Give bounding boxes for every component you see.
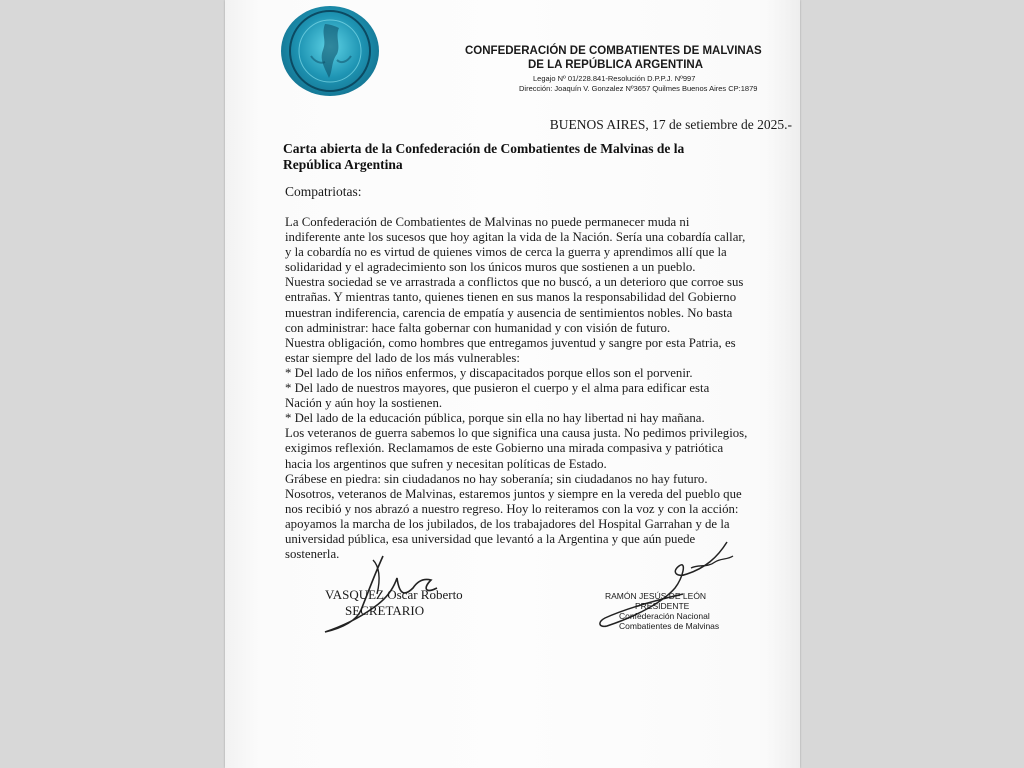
body-line: solidaridad y el agradecimiento son los únicos muros que sostienen a un pueblo. [285, 260, 696, 275]
signature-right-role: PRESIDENTE [635, 601, 690, 611]
signature-right-org1: Confederación Nacional [619, 611, 710, 621]
body-line: La Confederación de Combatientes de Malvinas no puede permanecer muda ni [285, 215, 690, 229]
body-line: Los veteranos de guerra sabemos lo que significa una causa justa. No pedimos privilegios, [285, 426, 748, 441]
body-line: muestran indiferencia, carencia de empatía y ausencia de sentimientos nobles. No basta [285, 305, 733, 320]
body-line: * Del lado de nuestros mayores, que pusieron el cuerpo y el alma para edificar esta [285, 381, 710, 396]
body-line: Nuestra obligación, como hombres que entregamos juventud y sangre por esta Patria, es [285, 335, 736, 350]
signature-left-name: VASQUEZ Oscar Roberto [325, 587, 463, 602]
body-line: nos recibió y nos abrazó a nuestro regreso. Hoy lo reiteramos con la voz y con la acción: [285, 501, 739, 516]
body-line: * Del lado de los niños enfermos, y discapacitados porque ellos son el porvenir. [285, 365, 693, 380]
org-address: Dirección: Joaquín V. Gonzalez Nº3657 Quilmes Buenos Aires CP:1879 [519, 84, 758, 93]
signature-right-org2: Combatientes de Malvinas [619, 621, 720, 631]
body-line: y la cobardía no es virtud de quienes vimos de cerca la guerra y aprendimos allí que la [285, 245, 727, 260]
title-line-1: Carta abierta de la Confederación de Combatientes de Malvinas de la [283, 141, 685, 156]
signature-right [605, 591, 719, 631]
body-line: indiferente ante los sucesos que hoy agitan la vida de la Nación. Sería una cobardía callar, [285, 230, 746, 245]
signature-left [325, 587, 463, 619]
body-line: Nosotros, veteranos de Malvinas, estaremos juntos y siempre en la vereda del pueblo que [285, 486, 742, 501]
letter-page [225, 0, 800, 768]
signature-right-name: RAMÓN JESÚS DE LEÓN [605, 591, 707, 601]
signature-left-role: SECRETARIO [345, 603, 425, 618]
body-line: universidad pública, esa universidad que levantó a la Argentina y que aún puede [285, 531, 696, 546]
body-line: apoyamos la marcha de los jubilados, de los trabajadores del Hospital Garrahan y de la [285, 516, 730, 531]
body-line: sostenerla. [285, 547, 340, 562]
org-name-line1: CONFEDERACIÓN DE COMBATIENTES DE MALVINAS [465, 45, 762, 57]
body-line: Nación y aún hoy la sostienen. [285, 396, 443, 411]
malvinas-logo-icon [281, 6, 379, 96]
body-line: Grábese en piedra: sin ciudadanos no hay soberanía; sin ciudadanos no hay futuro. [285, 471, 708, 486]
body-line: Nuestra sociedad se ve arrastrada a conflictos que no buscó, a un deterioro que corroe sus [285, 275, 744, 290]
body-line: con administrar: hace falta gobernar con humanidad y con visión de futuro. [285, 320, 671, 335]
body-line: estar siempre del lado de los más vulnerables: [285, 350, 520, 365]
org-legajo: Legajo Nº 01/228.841-Resolución D.P.P.J. Nº997 [533, 74, 696, 83]
letter-body [285, 215, 800, 562]
organization-header [465, 44, 765, 94]
letter-title [283, 141, 703, 173]
body-line: exigimos reflexión. Reclamamos de este Gobierno una mirada compasiva y patriótica [285, 441, 724, 456]
org-name-line2: DE LA REPÚBLICA ARGENTINA [527, 59, 703, 71]
salutation: Compatriotas: [285, 184, 362, 199]
letter-date: BUENOS AIRES, 17 de setiembre de 2025.- [549, 117, 792, 132]
body-line: * Del lado de la educación pública, porque sin ella no hay libertad ni hay mañana. [285, 411, 705, 426]
body-line: hacia los argentinos que sufren y necesitan políticas de Estado. [285, 456, 607, 471]
title-line-2: República Argentina [283, 157, 403, 172]
body-line: entrañas. Y mientras tanto, quienes tienen en sus manos la responsabilidad del Gobierno [285, 290, 737, 305]
